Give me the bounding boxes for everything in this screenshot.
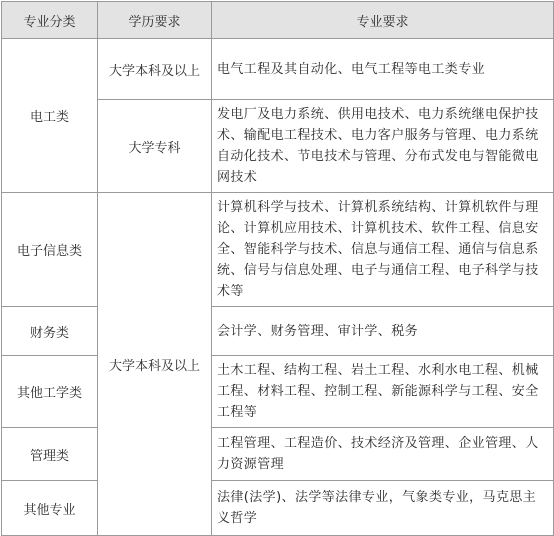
category-cell: 其他工学类 [2, 356, 98, 428]
table-row [2, 356, 554, 428]
header-category: 专业分类 [2, 2, 98, 39]
table-row [2, 193, 554, 307]
education-cell: 大学本科及以上 [98, 193, 212, 536]
requirement-cell: 电气工程及其自动化、电气工程等电工类专业 [212, 39, 554, 100]
requirement-cell: 土木工程、结构工程、岩土工程、水利水电工程、机械工程、材料工程、控制工程、新能源科学与工程、安全工程等 [212, 356, 554, 428]
table-row [2, 39, 554, 100]
requirement-cell: 工程管理、工程造价、技术经济及管理、企业管理、人力资源管理 [212, 428, 554, 481]
category-cell: 电子信息类 [2, 193, 98, 307]
requirement-cell: 发电厂及电力系统、供用电技术、电力系统继电保护技术、输配电工程技术、电力客户服务与管理、电力系统自动化技术、节电技术与管理、分布式发电与智能微电网技术 [212, 100, 554, 193]
header-education: 学历要求 [98, 2, 212, 39]
table-row [2, 307, 554, 356]
header-requirement: 专业要求 [212, 2, 554, 39]
category-cell: 管理类 [2, 428, 98, 481]
education-cell: 大学本科及以上 [98, 39, 212, 100]
requirement-cell: 法律(法学)、法学等法律专业，气象类专业，马克思主义哲学 [212, 481, 554, 536]
header-row [2, 2, 554, 39]
table-row [2, 481, 554, 536]
requirement-cell: 计算机科学与技术、计算机系统结构、计算机软件与理论、计算机应用技术、计算机技术、软件工程、信息安全、智能科学与技术、信息与通信工程、通信与信息系统、信号与信息处理、电子与通信工程、电子科学与技术等 [212, 193, 554, 307]
requirement-cell: 会计学、财务管理、审计学、税务 [212, 307, 554, 356]
category-cell: 电工类 [2, 39, 98, 193]
table-row [2, 428, 554, 481]
education-cell: 大学专科 [98, 100, 212, 193]
category-cell: 财务类 [2, 307, 98, 356]
category-cell: 其他专业 [2, 481, 98, 536]
major-requirements-table [1, 1, 554, 536]
